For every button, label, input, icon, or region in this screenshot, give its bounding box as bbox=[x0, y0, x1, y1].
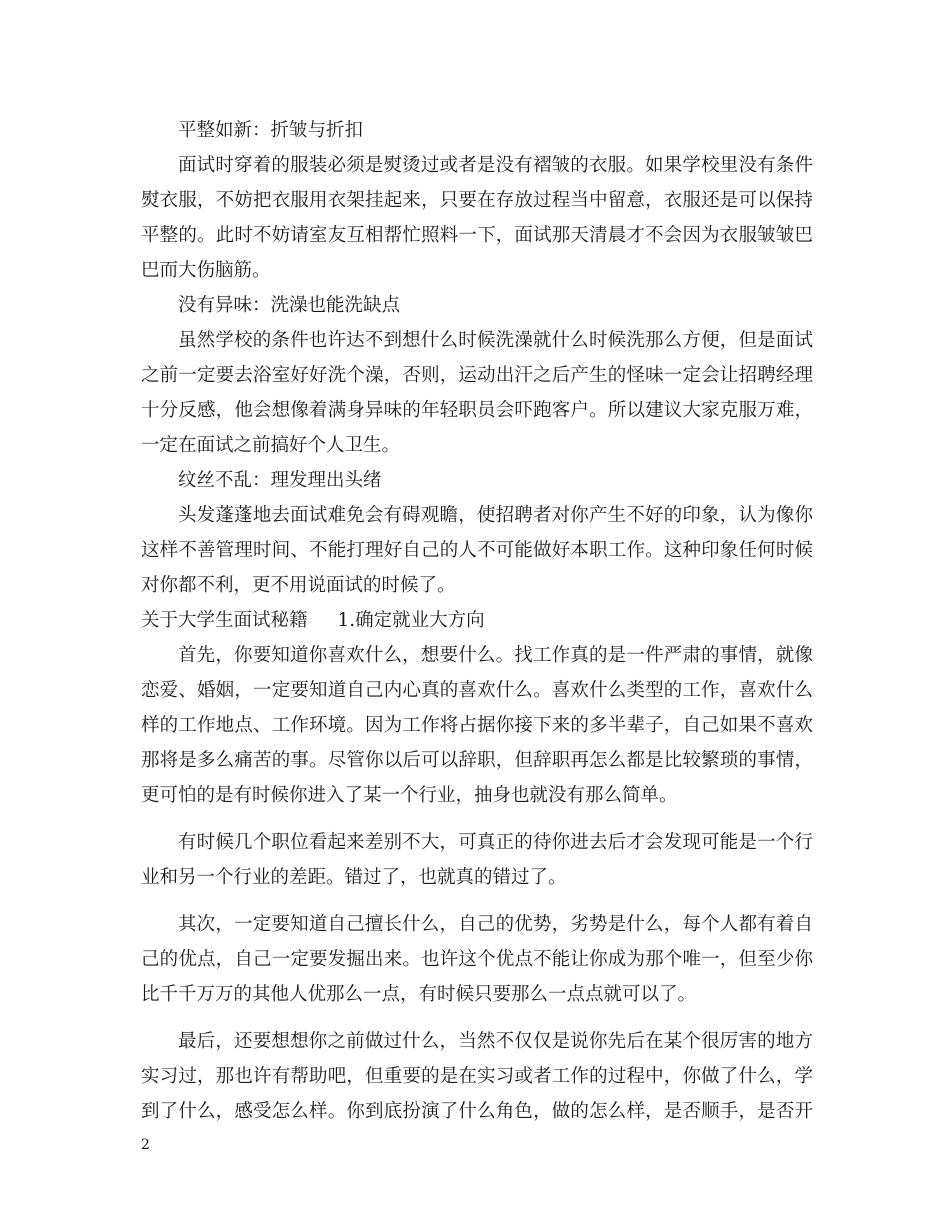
paragraph-line: 最后，还要想想你之前做过什么，当然不仅仅是说你先后在某个很厉害的地方 bbox=[178, 1031, 813, 1052]
section-heading: 平整如新：折皱与折扣 bbox=[178, 120, 364, 141]
paragraph-line: 样的工作地点、工作环境。因为工作将占据你接下来的多半辈子，自己如果不喜欢 bbox=[141, 715, 813, 736]
paragraph-line: 面试时穿着的服装必须是熨烫过或者是没有褶皱的衣服。如果学校里没有条件 bbox=[178, 155, 813, 176]
subsection-heading: 1.确定就业大方向 bbox=[337, 610, 485, 631]
paragraph-line: 一定在面试之前搞好个人卫生。 bbox=[141, 435, 401, 456]
paragraph-line: 其次，一定要知道自己擅长什么，自己的优势，劣势是什么，每个人都有着自 bbox=[178, 914, 813, 935]
paragraph-line: 熨衣服，不妨把衣服用衣架挂起来，只要在存放过程当中留意，衣服还是可以保持 bbox=[141, 190, 813, 211]
paragraph-spacer bbox=[141, 895, 813, 907]
section-heading: 没有异味：洗澡也能洗缺点 bbox=[178, 295, 401, 316]
article-title: 关于大学生面试秘籍 bbox=[141, 610, 308, 631]
paragraph-line: 比千千万万的其他人优那么一点，有时候只要那么一点点就可以了。 bbox=[141, 984, 697, 1005]
paragraph-line: 到了什么，感受怎么样。你到底扮演了什么角色，做的怎么样，是否顺手，是否开 bbox=[141, 1101, 813, 1122]
paragraph-line: 平整的。此时不妨请室友互相帮忙照料一下，面试那天清晨才不会因为衣服皱皱巴 bbox=[141, 225, 813, 246]
paragraph-line: 首先，你要知道你喜欢什么，想要什么。找工作真的是一件严肃的事情，就像 bbox=[178, 645, 813, 666]
paragraph-line: 十分反感，他会想像着满身异味的年轻职员会吓跑客户。所以建议大家克服万难， bbox=[141, 400, 813, 421]
page-number: 2 bbox=[141, 1137, 150, 1153]
paragraph-line: 更可怕的是有时候你进入了某一个行业，抽身也就没有那么简单。 bbox=[141, 785, 678, 806]
paragraph-line: 这样不善管理时间、不能打理好自己的人不可能做好本职工作。这种印象任何时候 bbox=[141, 540, 813, 561]
paragraph-line: 有时候几个职位看起来差别不大，可真正的待你进去后才会发现可能是一个行 bbox=[178, 832, 813, 853]
document-body bbox=[141, 113, 813, 1129]
paragraph-line: 虽然学校的条件也许达不到想什么时候洗澡就什么时候洗那么方便，但是面试 bbox=[178, 330, 813, 351]
paragraph-line: 那将是多么痛苦的事。尽管你以后可以辞职，但辞职再怎么都是比较繁琐的事情， bbox=[141, 750, 813, 771]
article-heading bbox=[141, 603, 813, 638]
paragraph-line: 实习过，那也许有帮助吧，但重要的是在实习或者工作的过程中，你做了什么，学 bbox=[141, 1066, 813, 1087]
paragraph-spacer bbox=[141, 1012, 813, 1024]
paragraph-line: 头发蓬蓬地去面试难免会有碍观瞻，使招聘者对你产生不好的印象，认为像你 bbox=[178, 505, 813, 526]
paragraph-line: 己的优点，自己一定要发掘出来。也许这个优点不能让你成为那个唯一，但至少你 bbox=[141, 949, 813, 970]
paragraph-line: 巴而大伤脑筋。 bbox=[141, 260, 271, 281]
paragraph-line: 业和另一个行业的差距。错过了，也就真的错过了。 bbox=[141, 867, 567, 888]
paragraph-line: 对你都不利，更不用说面试的时候了。 bbox=[141, 575, 456, 596]
section-heading: 纹丝不乱：理发理出头绪 bbox=[178, 470, 382, 491]
paragraph-line: 之前一定要去浴室好好洗个澡，否则，运动出汗之后产生的怪味一定会让招聘经理 bbox=[141, 365, 813, 386]
paragraph-spacer bbox=[141, 813, 813, 825]
paragraph-line: 恋爱、婚姻，一定要知道自己内心真的喜欢什么。喜欢什么类型的工作，喜欢什么 bbox=[141, 680, 813, 701]
